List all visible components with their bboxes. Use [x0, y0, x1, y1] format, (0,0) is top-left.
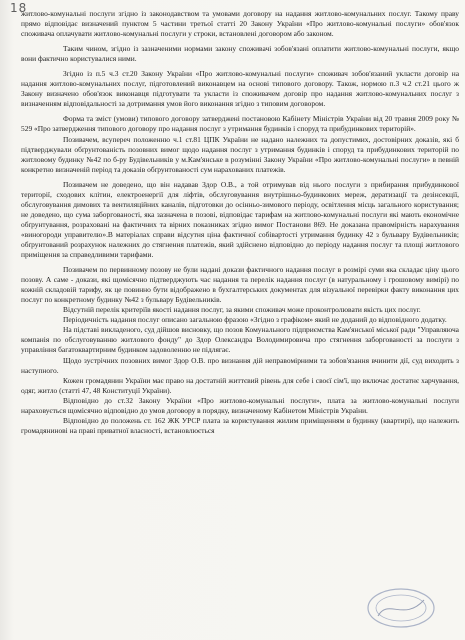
document-body: [21, 9, 459, 436]
paragraph-10: На підставі викладеного, суд дійшов висновку, що позов Комунального підприємства Кам'янської міської ради "Управляюча компанія по обслуговуванню житлового фонду" до Здор Олександра Володимировича про стягнення заборгованості за послуги з управління багатоквартирним будинком задоволенню не підлягає.: [21, 325, 459, 355]
paragraph-7: Позивачем по первинному позову не були надані докази фактичного надання послуг в розмірі суми яка складає ціну цього позову. А саме - докази, які щомісячно підтверджують час надання та перелік надання послуг (в натуральному і грошовому вимірі) по кожній складовій тарифу, як це повинно бути відображено в бухгалтерських документах для візуальної перевірки факту виконання цих послуг по конкретному будинку №42 з бульвару Будівельників.: [21, 265, 459, 305]
page-number: 18: [10, 1, 28, 15]
stamp-icon: [364, 586, 438, 630]
paragraph-11: Щодо зустрічних позовних вимог Здор О.В. про визнання дій неправомірними та зобов'язання вчинити дії, суд виходить з наступного.: [21, 355, 459, 375]
paragraph-12: Кожен громадянин України має право на достатній життєвий рівень для себе і своєї сім'ї, що включає достатнє харчування, одяг, житло (статті 47, 48 Конституції України).: [21, 375, 459, 395]
paragraph-2: Таким чином, згідно із зазначеними нормами закону споживачі зобов'язані оплатити житлово-комунальні послуги, якщо вони фактично користувалися ними.: [21, 44, 459, 64]
paragraph-6: Позивачем не доведено, що він надавав Здор О.В., а той отримував від нього послуги з прибирання прибудинкової території, сходових клітин, електроенергії для ліфтів, обслуговування внутрішньо-будинкових мереж, дератизації та дезінсекції, обслуговування димових та вентиляційних каналів, підготовки до осінньо-зимового періоду, освітлення місць загального користування; не доведено, що сума заборгованості, яка зазначена в позові, відповідає тарифам на житлово-комунальні послуги які мають економічне обґрунтування, розраховані на фактичних та вірних показниках згідно вимог Постанови 869. Не доказана правомірність нарахування «виногороди управителю».В матеріалах справи відсутня ціна фактичної собівартості утримання будинку 42 з бульвару Будівельників; обґрунтований розрахунок належних до стягнення платежів, який здійснено відповідно до періоду надання послуг та площі житлового приміщення за справедливими тарифами.: [21, 179, 459, 260]
paragraph-8: Відсутній перелік критеріїв якості надання послуг, за якими споживач може проконтролювати якість цих послуг.: [63, 305, 421, 315]
paragraph-1: житлово-комунальні послуги згідно із законодавством та умовами договору на надання житлово-комунальних послуг. Такому праву прямо відповідає визначений пунктом 5 частини третьої статті 20 Закону України «Про житлово-комунальні послуги» обов'язок споживача оплачувати житлово-комунальні послуги у строки, встановлені договором або законом.: [21, 9, 459, 39]
paragraph-3: Згідно із п.5 ч.3 ст.20 Закону України «Про житлово-комунальні послуги» споживач зобов'язаний укласти договір на надання житлово-комунальних послуг, підготовлений виконавцем на основі типового договору. Також, нормою п.3 ч.2 ст.21 цього ж Закону визначено обов'язок виконавця підготувати та укласти із споживачем договір про надання житлово-комунальних послуг з визначенням відповідальності за дотримання умов його виконання згідно з типовим договором.: [21, 69, 459, 109]
paragraph-9: Періодичність надання послуг описано загальною фразою «Згідно з графіком» який не доданий до відповідного додатку.: [63, 315, 447, 325]
paragraph-13: Відповідно до ст.32 Закону України «Про житлово-комунальні послуги», плата за житлово-комунальні послуги нараховується щомісячно відповідно до умов договору в порядку, визначеному Кабінетом Міністрів України.: [21, 395, 459, 415]
paragraph-14: Відповідно до положень ст. 162 ЖК УРСР плата за користування жилим приміщенням в будинку (квартирі), що належить громадянинові на праві приватної власності, встановлюється: [21, 415, 459, 435]
paragraph-5: Позивачем, всупереч положенню ч.1 ст.81 ЦПК України не надано належних та допустимих, достовірних доказів, які б підтверджували обґрунтованість позовних вимог щодо надання послуг з утримання будинків і споруд та прибудинкових територій по житловому будинку №42 по б-ру Будівельників у м.Кам'янське в розумінні Закону України «Про житлово-комунальні послуги» в певній конкретно визначеній період та доказів обґрунтованості сум нарахованих платежів.: [21, 134, 459, 174]
paragraph-4: Форма та зміст (умови) типового договору затверджені постановою Кабінету Міністрів України від 20 травня 2009 року № 529 «Про затвердження типового договору про надання послуг з утримання будинків і споруд та прибудинкових територій».: [21, 114, 459, 134]
